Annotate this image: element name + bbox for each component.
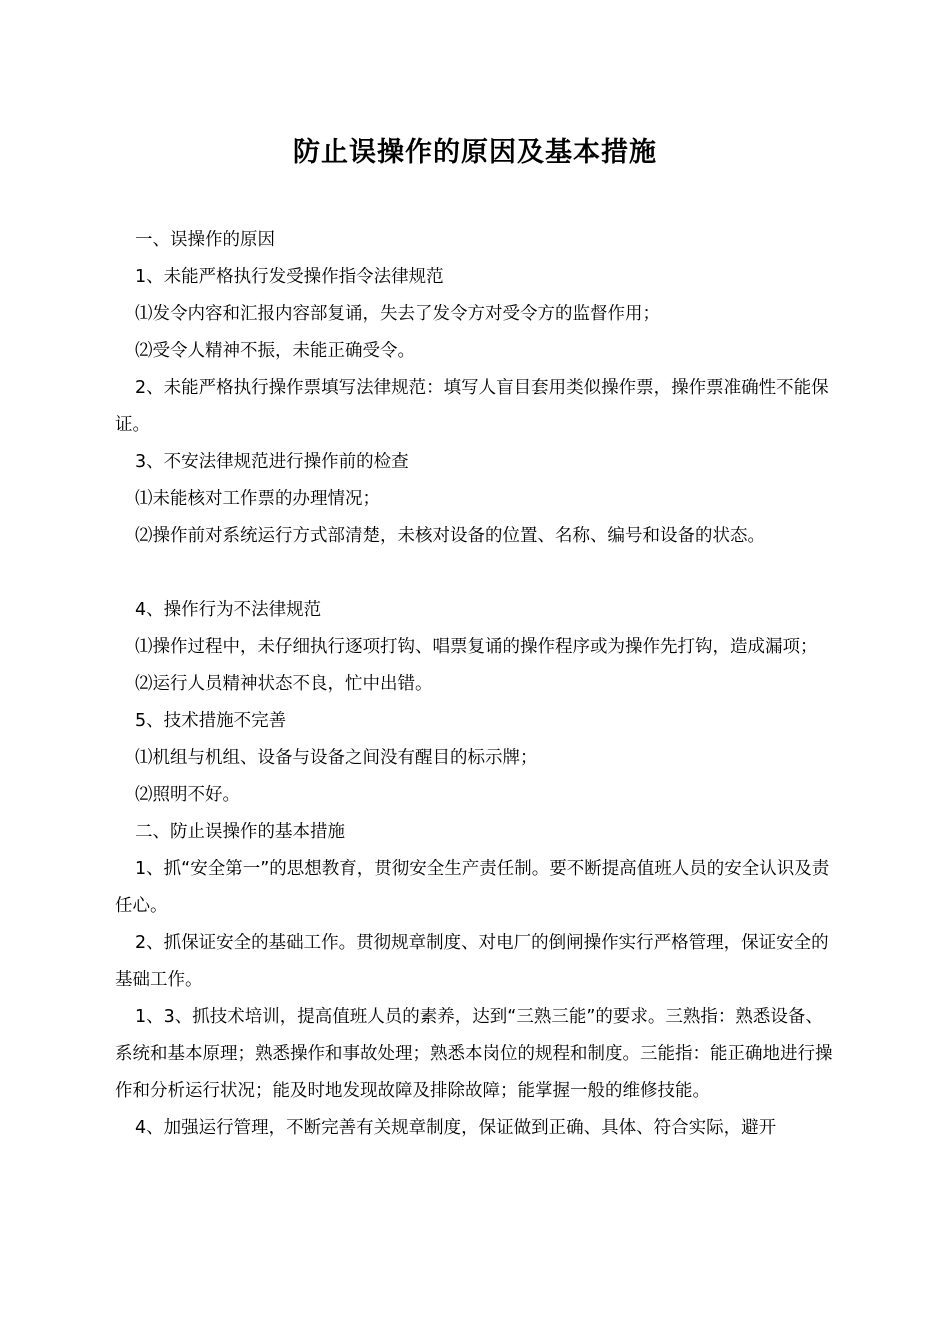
paragraph: 2、未能严格执行操作票填写法律规范：填写人盲目套用类似操作票，操作票准确性不能保证。	[115, 378, 829, 435]
paragraph: 1、抓“安全第一”的思想教育，贯彻安全生产责任制。要不断提高值班人员的安全认识及责任心。	[115, 859, 830, 916]
paragraph: 4、操作行为不法律规范	[135, 600, 322, 620]
document-body	[115, 222, 835, 1147]
paragraph: ⑴发令内容和汇报内容部复诵，失去了发令方对受令方的监督作用；	[135, 304, 660, 324]
paragraph: 5、技术措施不完善	[135, 711, 287, 731]
paragraph: 1、3、抓技术培训，提高值班人员的素养，达到“三熟三能”的要求。三熟指：熟悉设备、系统和基本原理；熟悉操作和事故处理；熟悉本岗位的规程和制度。三能指：能正确地进行操作和分析运行状况；能及时地发现故障及排除故障；能掌握一般的维修技能。	[115, 1007, 833, 1101]
section-heading-measures: 二、防止误操作的基本措施	[135, 822, 345, 842]
paragraph: 2、抓保证安全的基础工作。贯彻规章制度、对电厂的倒闸操作实行严格管理，保证安全的基础工作。	[115, 933, 829, 990]
paragraph: ⑵受令人精神不振，未能正确受令。	[135, 341, 415, 361]
paragraph: ⑴机组与机组、设备与设备之间没有醒目的标示牌；	[135, 748, 538, 768]
paragraph: ⑵运行人员精神状态不良，忙中出错。	[135, 674, 433, 694]
section-heading-causes: 一、误操作的原因	[135, 230, 275, 250]
paragraph: ⑵照明不好。	[135, 785, 240, 805]
paragraph: ⑴操作过程中，未仔细执行逐项打钩、唱票复诵的操作程序或为操作先打钩，造成漏项；	[135, 637, 818, 657]
paragraph: 4、加强运行管理，不断完善有关规章制度，保证做到正确、具体、符合实际，避开	[135, 1118, 777, 1138]
paragraph: 1、未能严格执行发受操作指令法律规范	[135, 267, 444, 287]
paragraph: 3、不安法律规范进行操作前的检查	[135, 452, 409, 472]
paragraph: ⑵操作前对系统运行方式部清楚，未核对设备的位置、名称、编号和设备的状态。	[135, 526, 765, 546]
document-title: 防止误操作的原因及基本措施	[293, 137, 657, 168]
paragraph: ⑴未能核对工作票的办理情况；	[135, 489, 380, 509]
